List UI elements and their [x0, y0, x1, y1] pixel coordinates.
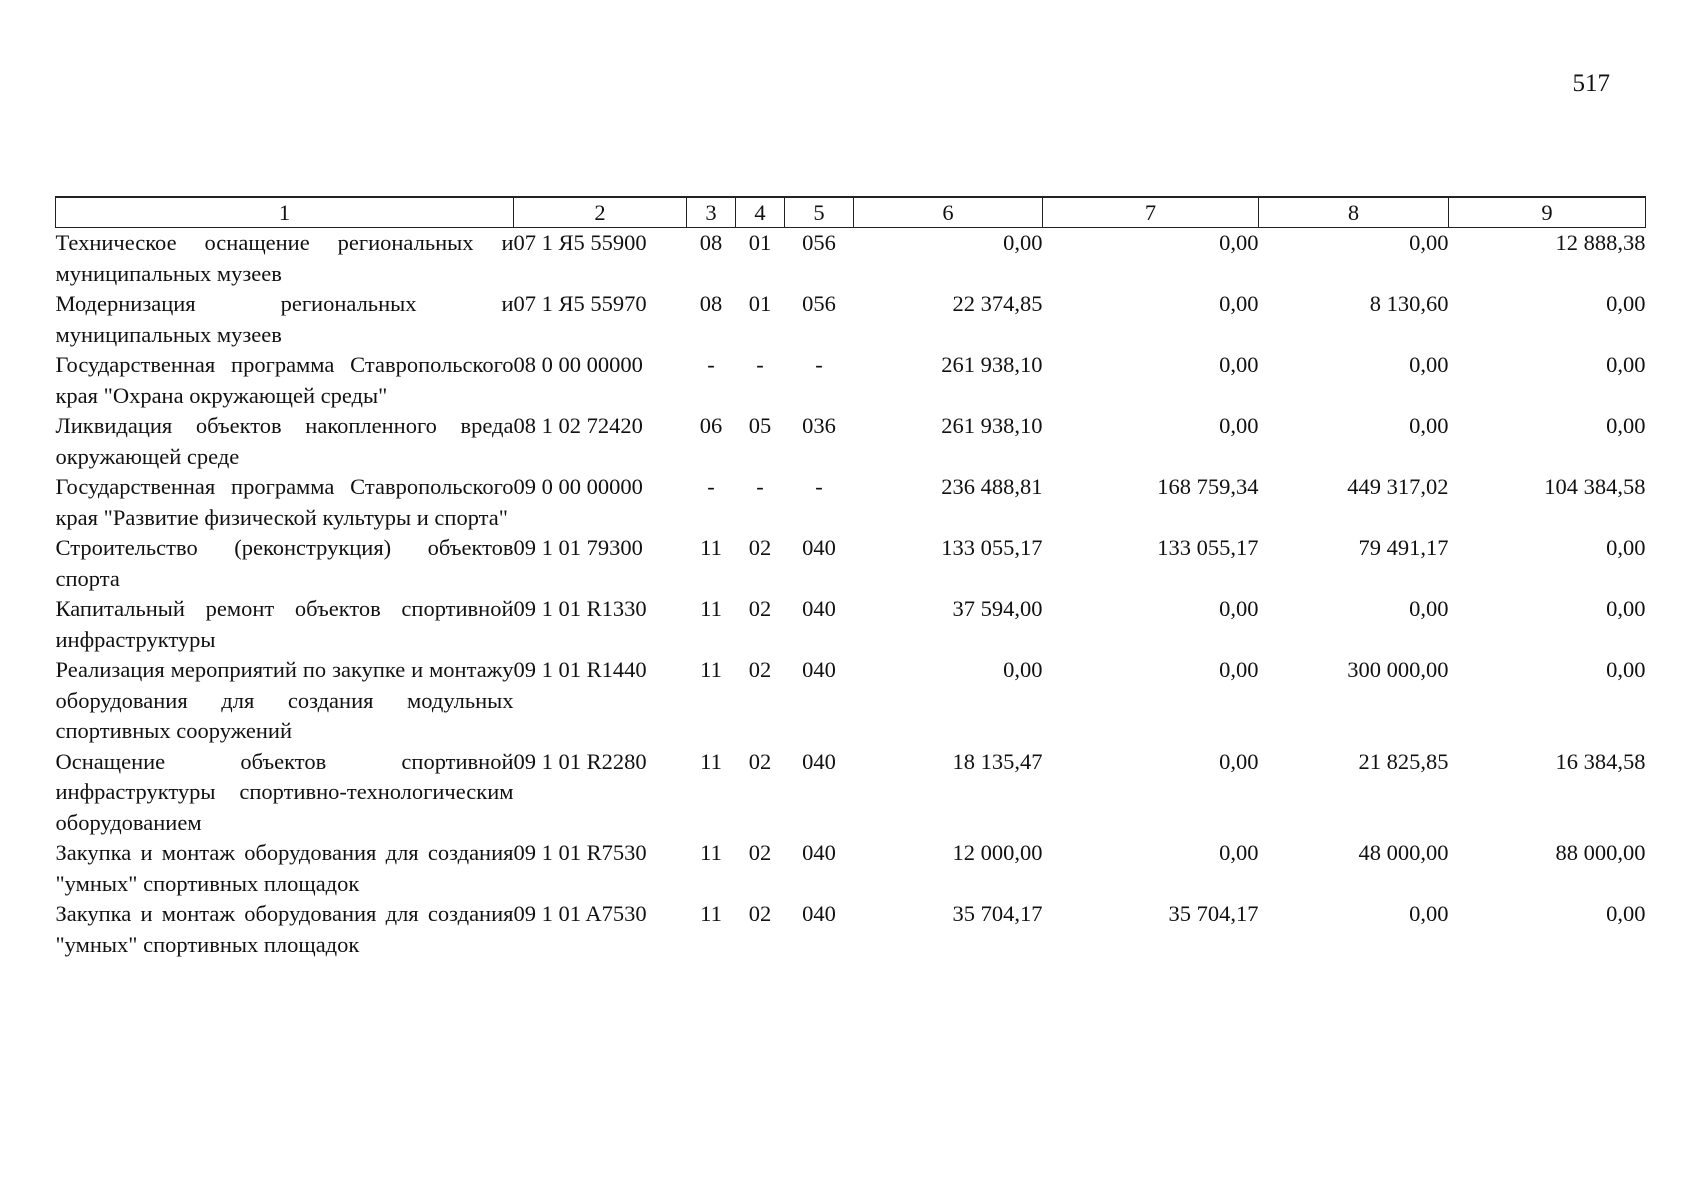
column-header: 6	[854, 197, 1043, 228]
row-value-8: 0,00	[1409, 413, 1449, 438]
row-value-6: 37 594,00	[952, 596, 1043, 621]
page-number: 517	[1572, 70, 1610, 97]
table-row	[56, 899, 1646, 960]
row-value-8: 0,00	[1409, 230, 1449, 255]
row-section: 11	[700, 535, 722, 560]
row-value-9: 0,00	[1606, 535, 1646, 560]
row-value-6: 18 135,47	[952, 748, 1043, 774]
header-row	[56, 197, 1646, 228]
row-code: 09 1 01 A7530	[513, 901, 647, 926]
row-section: 08	[699, 230, 723, 255]
row-subsection: 02	[748, 748, 772, 774]
table-row	[56, 655, 1646, 747]
row-value-8: 21 825,85	[1358, 748, 1449, 774]
row-section: 06	[699, 413, 723, 438]
row-ministry-code: 040	[802, 840, 836, 865]
row-subsection: 02	[748, 535, 772, 560]
row-value-8: 449 317,02	[1347, 474, 1449, 499]
row-value-8: 48 000,00	[1358, 840, 1449, 865]
row-code: 07 1 Я5 55900	[513, 230, 647, 255]
column-header: 3	[687, 197, 736, 228]
row-section: 11	[700, 657, 722, 682]
column-header: 8	[1259, 197, 1449, 228]
table-row	[56, 411, 1646, 472]
row-code: 09 0 00 00000	[513, 474, 643, 499]
row-ministry-code: 040	[802, 901, 836, 926]
row-ministry-code: 056	[802, 230, 836, 255]
row-section: 08	[699, 291, 723, 316]
row-value-7: 168 759,34	[1157, 474, 1259, 499]
row-ministry-code: 040	[802, 657, 836, 682]
row-value-8: 79 491,17	[1358, 535, 1449, 560]
row-value-6: 261 938,10	[941, 352, 1043, 377]
row-name: Закупка и монтаж оборудования для создания "умных" спортивных площадок	[55, 901, 514, 957]
row-code: 09 1 01 R1330	[513, 596, 647, 621]
row-value-8: 0,00	[1409, 596, 1449, 621]
row-name: Реализация мероприятий по закупке и монтажу оборудования для создания модульных спортивных сооружений	[55, 657, 514, 743]
column-header: 5	[785, 197, 854, 228]
table-body	[56, 228, 1646, 961]
budget-table	[55, 196, 1646, 960]
row-subsection: 01	[748, 230, 772, 255]
row-code: 09 1 01 R2280	[513, 748, 647, 774]
column-header: 2	[514, 197, 687, 228]
row-name: Капитальный ремонт объектов спортивной инфраструктуры	[55, 596, 514, 652]
row-ministry-code: -	[815, 352, 823, 377]
row-value-6: 236 488,81	[941, 474, 1043, 499]
row-ministry-code: 040	[802, 596, 836, 621]
row-ministry-code: 040	[802, 535, 836, 560]
row-value-8: 300 000,00	[1347, 657, 1449, 682]
row-subsection: 05	[748, 413, 772, 438]
row-value-7: 0,00	[1219, 840, 1259, 865]
row-value-6: 22 374,85	[952, 291, 1043, 316]
row-subsection: -	[756, 352, 764, 377]
table-row	[56, 472, 1646, 533]
row-value-6: 261 938,10	[941, 413, 1043, 438]
row-value-7: 35 704,17	[1168, 901, 1259, 926]
row-ministry-code: 036	[802, 413, 836, 438]
row-value-8: 0,00	[1409, 901, 1449, 926]
column-header: 4	[736, 197, 785, 228]
row-ministry-code: -	[815, 474, 823, 499]
row-ministry-code: 056	[802, 291, 836, 316]
row-code: 09 1 01 R7530	[513, 840, 647, 865]
row-name: Строительство (реконструкция) объектов спорта	[55, 535, 514, 591]
row-value-7: 0,00	[1219, 230, 1259, 255]
row-section: -	[707, 474, 715, 499]
column-header: 9	[1449, 197, 1646, 228]
table-row	[56, 594, 1646, 655]
row-value-6: 12 000,00	[952, 840, 1043, 865]
row-value-9: 16 384,58	[1555, 748, 1646, 774]
row-value-6: 0,00	[1003, 230, 1043, 255]
row-ministry-code: 040	[802, 748, 836, 774]
row-section: 11	[700, 840, 722, 865]
row-name: Государственная программа Ставропольского края "Развитие физической культуры и спорта"	[55, 474, 514, 530]
table-row	[56, 533, 1646, 594]
row-value-9: 0,00	[1606, 291, 1646, 316]
row-value-9: 0,00	[1606, 413, 1646, 438]
row-name: Модернизация региональных и муниципальных музеев	[55, 291, 514, 347]
column-header: 1	[56, 197, 514, 228]
row-code: 07 1 Я5 55970	[513, 291, 647, 316]
column-header: 7	[1043, 197, 1259, 228]
row-name: Закупка и монтаж оборудования для создания "умных" спортивных площадок	[55, 840, 514, 896]
row-value-7: 0,00	[1219, 596, 1259, 621]
row-section: -	[707, 352, 715, 377]
row-value-8: 0,00	[1409, 352, 1449, 377]
row-code: 08 1 02 72420	[513, 413, 643, 438]
row-value-9: 104 384,58	[1544, 474, 1646, 499]
table-row	[56, 747, 1646, 839]
row-subsection: 02	[748, 901, 772, 926]
row-value-9: 0,00	[1606, 596, 1646, 621]
row-subsection: 02	[748, 657, 772, 682]
row-value-7: 133 055,17	[1157, 535, 1259, 560]
row-value-6: 35 704,17	[952, 901, 1043, 926]
row-code: 09 1 01 R1440	[513, 657, 647, 682]
row-value-8: 8 130,60	[1369, 291, 1449, 316]
table-row	[56, 228, 1646, 290]
row-value-9: 88 000,00	[1555, 840, 1646, 865]
table-row	[56, 289, 1646, 350]
row-name: Ликвидация объектов накопленного вреда окружающей среде	[55, 413, 514, 469]
row-value-7: 0,00	[1219, 413, 1259, 438]
row-section: 11	[700, 596, 722, 621]
row-value-6: 133 055,17	[941, 535, 1043, 560]
row-name: Оснащение объектов спортивной инфраструктуры спортивно-технологическим оборудованием	[55, 748, 514, 835]
table-row	[56, 350, 1646, 411]
row-value-7: 0,00	[1219, 748, 1259, 774]
row-code: 08 0 00 00000	[513, 352, 643, 377]
row-value-6: 0,00	[1003, 657, 1043, 682]
row-value-9: 0,00	[1606, 657, 1646, 682]
row-subsection: 02	[748, 840, 772, 865]
row-name: Государственная программа Ставропольского края "Охрана окружающей среды"	[55, 352, 514, 408]
row-section: 11	[700, 901, 722, 926]
row-name: Техническое оснащение региональных и муниципальных музеев	[55, 230, 514, 286]
row-subsection: 02	[748, 596, 772, 621]
row-value-9: 0,00	[1606, 352, 1646, 377]
row-value-7: 0,00	[1219, 657, 1259, 682]
row-value-7: 0,00	[1219, 291, 1259, 316]
row-code: 09 1 01 79300	[513, 535, 643, 560]
table-row	[56, 838, 1646, 899]
row-subsection: 01	[748, 291, 772, 316]
row-value-7: 0,00	[1219, 352, 1259, 377]
row-value-9: 12 888,38	[1555, 230, 1646, 255]
row-value-9: 0,00	[1606, 901, 1646, 926]
row-section: 11	[700, 748, 722, 774]
row-subsection: -	[756, 474, 764, 499]
